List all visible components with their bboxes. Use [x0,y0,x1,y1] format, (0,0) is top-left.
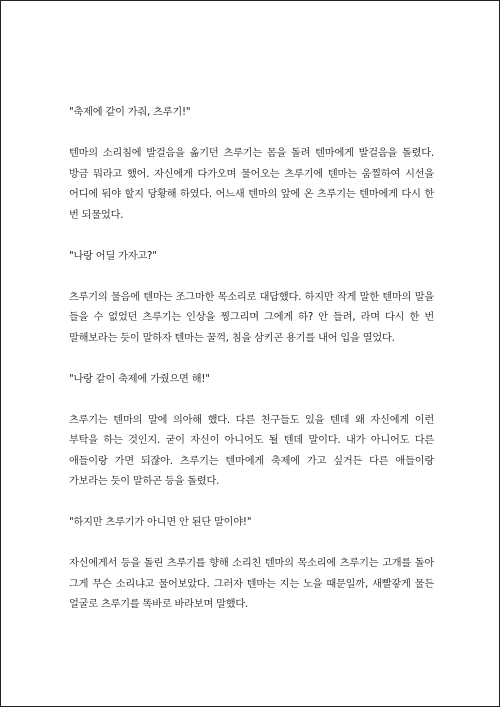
dialogue-line: "나랑 어딜 가자고?" [69,250,157,262]
dialogue-line: "나랑 같이 축제에 가줬으면 해!" [69,373,210,385]
paragraph-gap [69,493,434,514]
narrative-paragraph: 츠루기는 텐마의 말에 의아해 했다. 다른 친구들도 있을 텐데 왜 자신에게 이런 부탁을 하는 것인지. 굳이 자신이 아니어도 될 텐데 말이다. 내가 아니어도 다른 애들이랑 가면 되잖아. 츠루기는 텐마에게 축제에 가고 싶거든 다른 애들이랑 가보라는 듯이 말하곤 등을 돌렸다. [69,414,434,487]
story-text [69,103,434,616]
paragraph-gap [69,349,434,370]
dialogue-line: "축제에 같이 가줘, 츠루기!" [69,107,191,118]
dialogue-line: "하지만 츠루기가 아니면 안 된단 말이야!" [69,517,252,528]
paragraph-gap [69,534,434,555]
paragraph-gap [69,267,434,288]
narrative-paragraph: 츠루기의 물음에 텐마는 조그마한 목소리로 대답했다. 하지만 작게 말한 텐마의 말을 들을 수 없었던 츠루기는 인상을 찡그리며 그에게 하? 안 들려, 라며 다시 한 번 말해보라는 듯이 말하자 텐마는 꿀꺽, 침을 삼키곤 용기를 내어 입을 열었다. [69,291,434,344]
paragraph-gap [69,390,434,411]
narrative-paragraph: 자신에게서 등을 돌린 츠루기를 향해 소리친 텐마의 목소리에 츠루기는 고개를 돌아 그게 무슨 소리냐고 물어보았다. 그러자 텐마는 지는 노을 때문일까, 새빨갛게 물든 얼굴로 츠루기를 똑바로 바라보며 말했다. [69,558,434,610]
narrative-paragraph: 텐마의 소리침에 발걸음을 옮기던 츠루기는 몸을 돌려 텐마에게 발걸음을 돌렸다. 방금 뭐라고 했어. 자신에게 다가오며 물어오는 츠루기에 텐마는 움찔하여 시선을 어디에 둬야 할지 당황해 하였다. 어느새 텐마의 앞에 온 츠루기는 텐마에게 다시 한 번 되물었다. [69,148,434,221]
paragraph-gap [69,226,434,247]
paragraph-gap [69,124,434,145]
